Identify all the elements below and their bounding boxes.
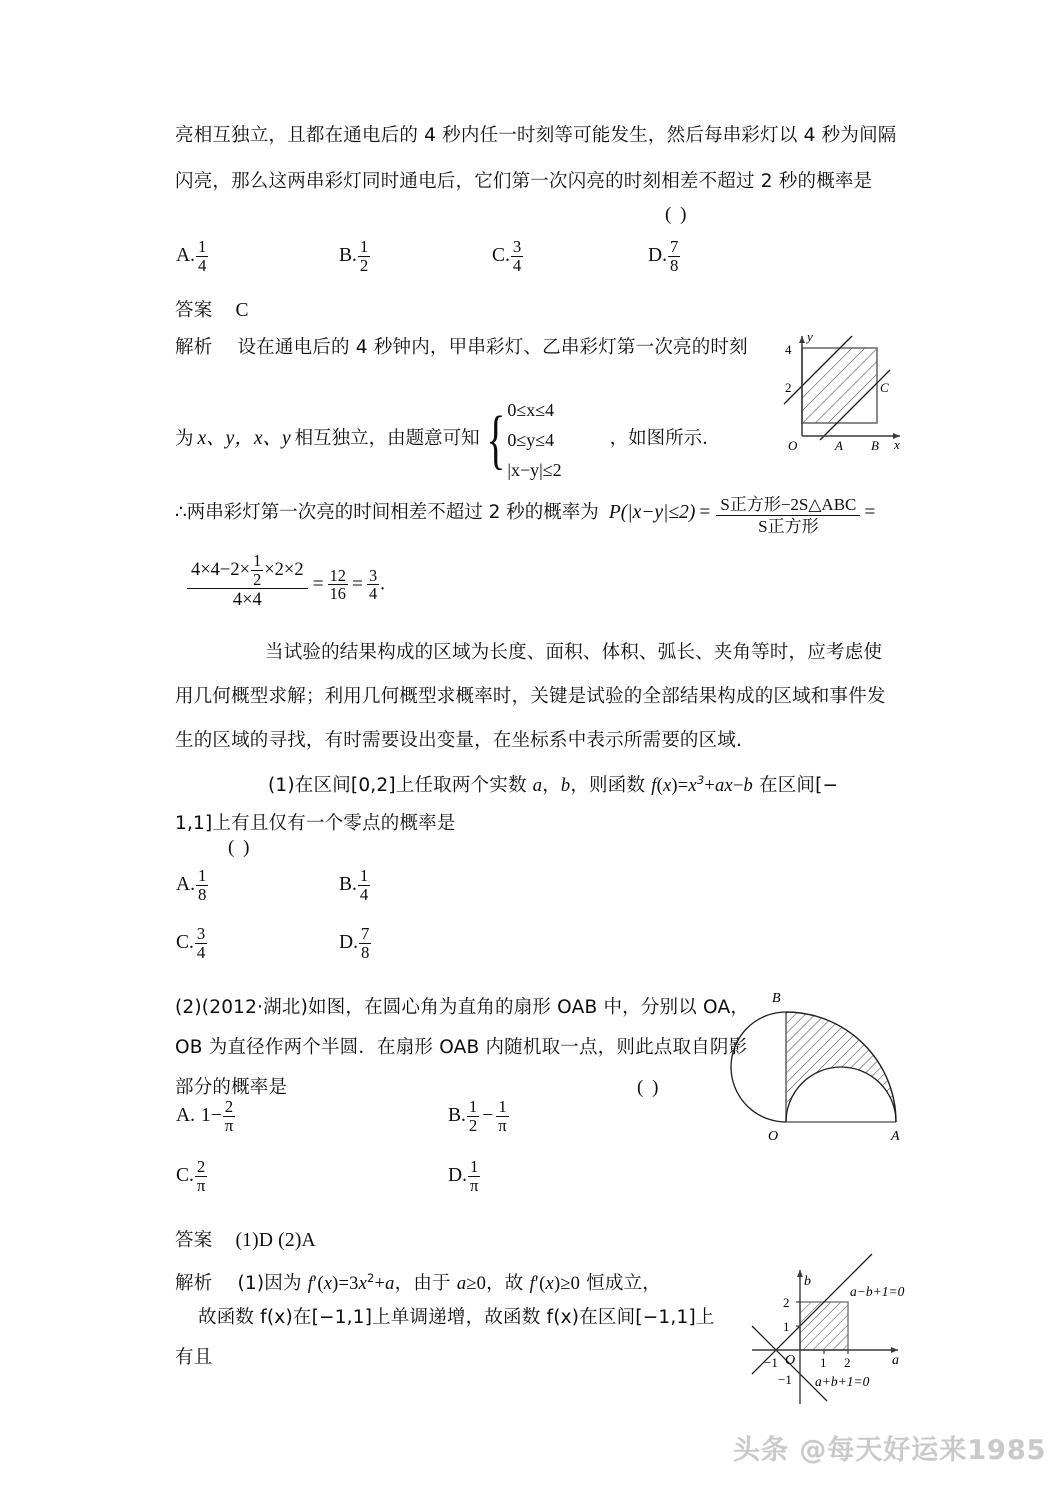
figure-coordinate-square (772, 326, 907, 451)
q2-option-b-num2: 1 (498, 1097, 507, 1116)
option-d-den: 8 (669, 256, 679, 276)
problem2-q1-option-a[interactable] (176, 867, 209, 904)
problem1-option-b[interactable] (339, 238, 371, 275)
problem1-conclusion-row: ∴两串彩灯第一次亮的时间相差不超过 2 秒的概率为 P(|x−y|≤2) = $\frac{\text{S正方形−2S△ABC}}{\text{S正方形}}$ = (175, 495, 876, 537)
figure2-point-b: B (772, 991, 781, 1006)
q2-option-b-den2: π (498, 1116, 507, 1136)
calc-half-den: 2 (253, 569, 262, 589)
calc-result1-num: 12 (329, 565, 346, 585)
analysis-vars: x、y，x、y (197, 428, 291, 450)
problem2-q2-option-b[interactable] (448, 1098, 510, 1135)
q1-option-b-den: 4 (359, 885, 369, 905)
figure1-axis-x-label: x (894, 437, 900, 452)
figure1-tick-y4: 4 (785, 342, 792, 357)
q1-option-b-num: 1 (359, 866, 369, 885)
conclusion-pre: ∴两串彩灯第一次亮的时间相差不超过 2 秒的概率为 (175, 501, 599, 523)
q1-option-d-label: D. (339, 931, 358, 953)
q1-option-d-den: 8 (360, 943, 370, 963)
q1-text-d: 在区间[− (752, 775, 839, 797)
system-brace (480, 395, 562, 485)
figure1-point-b: B (871, 438, 879, 453)
q2-option-d-label: D. (448, 1164, 467, 1186)
watermark: 头条 @每天好运来1985 (733, 1435, 1047, 1466)
q1-option-c-num: 3 (196, 924, 206, 943)
figure1-point-a: A (835, 438, 843, 453)
q2-option-d-den: π (469, 1176, 479, 1196)
problem2-analysis-line1: (1)因为 $f'(x)=3x^2+a$，由于 a≥0，故 f′(x)≥0 恒成立， (237, 1271, 661, 1295)
problem2-q2-line2: OB 为直径作两个半圆．在扇形 OAB 内随机取一点，则此点取自阴影 (175, 1037, 748, 1058)
problem1-analysis-row2 (175, 395, 721, 485)
left-brace-glyph: { (485, 402, 506, 476)
option-d-num: 7 (669, 237, 679, 256)
problem2-q1-option-b[interactable] (339, 867, 371, 904)
problem2-q2-line1: (2)(2012·湖北)如图，在圆心角为直角的扇形 OAB 中，分别以 OA， (175, 997, 750, 1018)
figure3-origin-label: O (785, 1353, 796, 1368)
problem1-option-c[interactable] (492, 238, 524, 275)
figure1-point-c: C (880, 380, 889, 395)
q1-option-a-num: 1 (197, 866, 207, 885)
problem2-q1-line2: 1,1]上有且仅有一个零点的概率是 (175, 813, 456, 834)
figure3-tick-a-neg1: −1 (764, 1355, 778, 1370)
analysis-label: 解析 (175, 337, 213, 358)
q2-option-a-num: 2 (224, 1097, 234, 1116)
calc-result1-den: 16 (329, 584, 346, 604)
figure3-line-label-2: a+b+1=0 (815, 1374, 870, 1389)
problem2-analysis-line2: 故函数 f(x)在[−1,1]上单调递增，故函数 f(x)在区间[−1,1]上 (198, 1307, 715, 1328)
q2-option-c-label: C. (176, 1164, 194, 1186)
q2-option-a-label: A. (176, 1104, 195, 1126)
problem2-q1-option-d[interactable] (339, 925, 372, 962)
q1-option-c-den: 4 (196, 943, 206, 963)
figure2-point-o: O (768, 1129, 779, 1144)
option-a-den: 4 (197, 256, 207, 276)
q2-option-b-num: 1 (468, 1097, 478, 1116)
analysis-line1: 设在通电后的 4 秒钟内，甲串彩灯、乙串彩灯第一次亮的时刻 (237, 337, 748, 358)
figure-ab-plane (752, 1252, 942, 1412)
figure1-tick-y2: 2 (785, 380, 792, 395)
figure3-tick-b-neg1: −1 (778, 1372, 792, 1387)
q2-option-c-den: π (196, 1176, 206, 1196)
option-c-den: 4 (512, 256, 522, 276)
figure-sector-semicircles (768, 982, 908, 1147)
option-b-label: B. (339, 244, 357, 266)
q1-text-a: (1)在区间[0,2]上任取两个实数 (268, 775, 533, 797)
problem2-q1-marker: ( ) (228, 837, 252, 858)
analysis-line2-mid: 相互独立，由题意可知 (294, 428, 480, 450)
q1-option-d-num: 7 (360, 924, 370, 943)
problem1-stem-line2: 闪亮，那么这两串彩灯同时通电后，它们第一次闪亮的时刻相差不超过 2 秒的概率是 (175, 171, 873, 192)
problem2-answer-label: 答案 (175, 1230, 213, 1251)
calc-result2-den: 4 (368, 584, 378, 604)
problem2-q2-option-d[interactable] (448, 1158, 481, 1195)
option-c-num: 3 (512, 237, 522, 256)
problem1-stem-line1: 亮相互独立，且都在通电后的 4 秒内任一时刻等可能发生，然后每串彩灯以 4 秒为间隔 (175, 125, 897, 146)
option-a-num: 1 (197, 237, 207, 256)
figure3-line-label-1: a−b+1=0 (850, 1284, 905, 1299)
analysis-line2-pre: 为 (175, 428, 194, 450)
option-b-den: 2 (359, 256, 369, 276)
system-line-2: 0≤y≤4 (507, 430, 555, 450)
problem2-analysis-label: 解析 (175, 1273, 213, 1295)
q1-option-b-label: B. (339, 873, 357, 895)
option-d-label: D. (648, 244, 667, 266)
figure3-tick-a2: 2 (844, 1355, 851, 1370)
q2-option-d-num: 1 (470, 1157, 479, 1176)
problem1-choice-marker: ( ) (665, 204, 689, 225)
note-line1: 当试验的结果构成的区域为长度、面积、体积、弧长、夹角等时，应考虑使 (265, 642, 883, 663)
q2-option-a-den: π (224, 1116, 234, 1136)
figure3-axis-b-label: b (804, 1274, 811, 1289)
note-line3: 生的区域的寻找，有时需要设出变量，在坐标系中表示所需要的区域. (175, 730, 743, 751)
calc-result2-num: 3 (368, 565, 378, 585)
note-line2: 用几何概型求解；利用几何概型求概率时，关键是试验的全部结果构成的区域和事件发 (175, 686, 886, 707)
option-a-label: A. (176, 244, 195, 266)
problem2-analysis-line3: 有且 (175, 1347, 213, 1368)
q2-option-b-op: − (482, 1104, 494, 1126)
answer-label: 答案 (175, 300, 213, 321)
q2-option-c-num: 2 (196, 1157, 206, 1176)
problem2-q2-option-c[interactable] (176, 1158, 208, 1195)
option-b-num: 1 (359, 237, 369, 256)
problem2-q1-line1: (1)在区间[0,2]上任取两个实数 a，b，则函数 $f(x)=x^3+ax-b$ 在区间[− (268, 773, 839, 797)
q1-text-c: ，则函数 (570, 775, 652, 797)
problem2-q1-option-c[interactable] (176, 925, 208, 962)
problem2-q2-marker: ( ) (637, 1077, 661, 1098)
figure3-tick-b1: 1 (783, 1319, 790, 1334)
problem1-analysis-row1 (175, 325, 748, 371)
problem2-answer-value: (1)D (2)A (235, 1230, 316, 1251)
problem1-calc-row: 4×4−2× $\frac{1}{2}$ ×2×2 4×4 = $\frac{12}{16}$ = $\frac{3}{4}$ . (185, 552, 385, 612)
figure3-axis-a-label: a (892, 1353, 899, 1368)
conclusion-frac-num: S正方形−2S△ABC (720, 495, 857, 514)
q2-option-b-label: B. (448, 1104, 466, 1126)
answer-value: C (235, 300, 249, 321)
q1-option-a-label: A. (176, 873, 195, 895)
calc-numerator: 4×4−2× $\frac{1}{2}$ ×2×2 (191, 551, 304, 589)
problem2-q2-option-a[interactable] (176, 1098, 236, 1135)
figure3-tick-a1: 1 (820, 1355, 827, 1370)
q1-option-c-label: C. (176, 931, 194, 953)
calc-half-num: 1 (253, 551, 262, 570)
system-line-3: |x−y|≤2 (507, 460, 562, 480)
q2-option-b-den: 2 (468, 1116, 478, 1136)
problem2-q2-line3: 部分的概率是 (175, 1077, 288, 1098)
conclusion-frac-den: S正方形 (716, 515, 860, 537)
figure3-tick-b2: 2 (783, 1295, 790, 1310)
option-c-label: C. (492, 244, 510, 266)
problem1-option-a[interactable] (176, 238, 209, 275)
problem1-option-d[interactable] (648, 238, 681, 275)
prob-expr: P(|x−y|≤2) (608, 501, 696, 523)
calc-denominator: 4×4 (187, 588, 308, 612)
figure1-origin-label: O (788, 438, 798, 453)
q1-option-a-den: 8 (197, 885, 207, 905)
analysis-line2-post: ，如图所示． (609, 428, 721, 450)
q1-text-b: ， (542, 775, 561, 797)
system-line-1: 0≤x≤4 (507, 400, 555, 420)
q2-option-a-prefix: 1− (200, 1104, 222, 1126)
figure1-axis-y-label: y (807, 329, 813, 344)
figure2-point-a: A (891, 1129, 900, 1144)
